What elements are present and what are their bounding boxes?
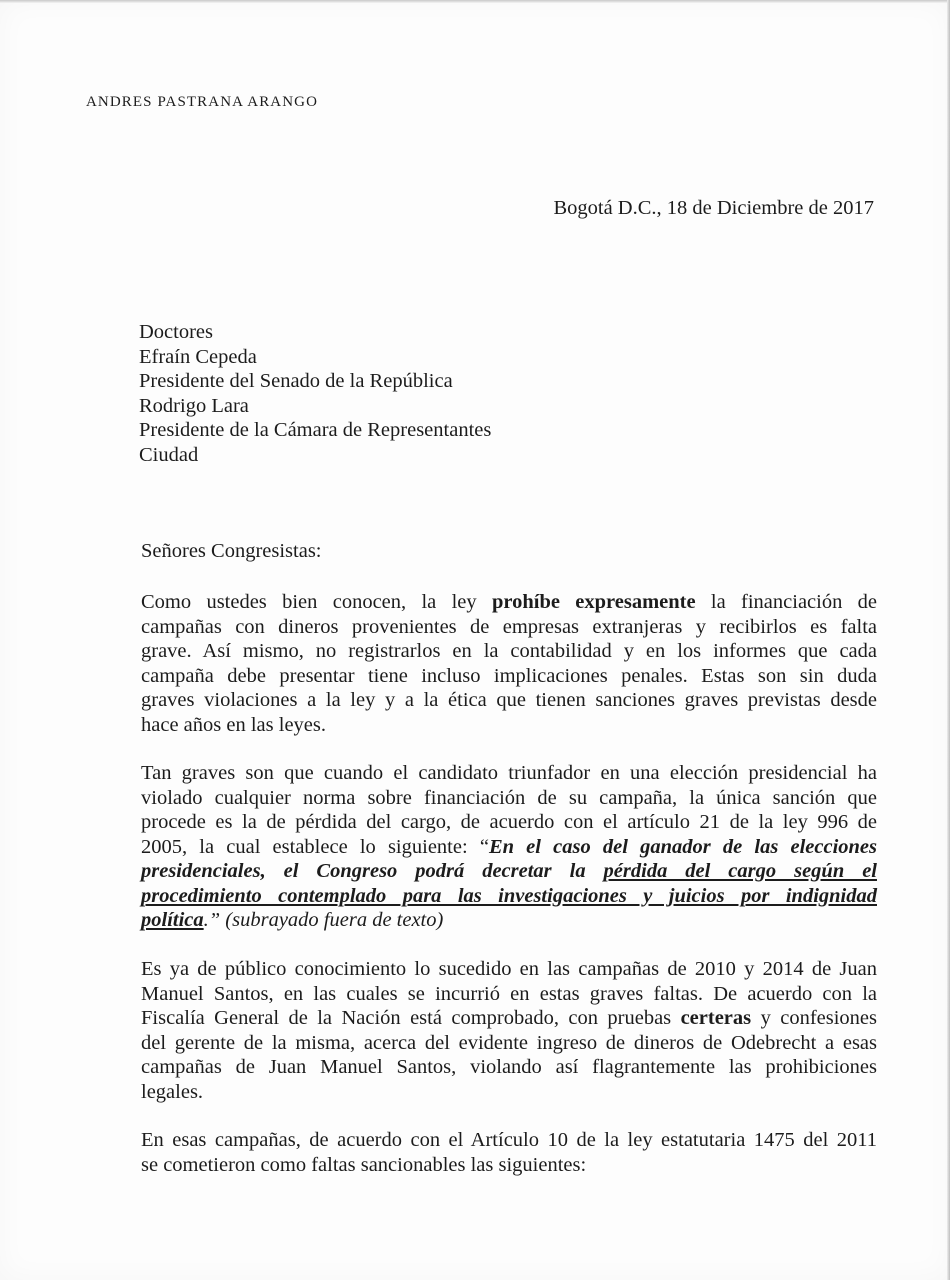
- paragraph-line: [141, 835, 877, 860]
- paragraph-line: [141, 1006, 877, 1031]
- quoted-law-text: En el caso del ganador de las elecciones: [488, 835, 878, 858]
- paragraph-line: Es ya de público conocimiento lo sucedido en las campañas de 2010 y 2014 de Juan: [141, 958, 877, 980]
- paragraph-line: procede es la de pérdida del cargo, de acuerdo con el artículo 21 de la ley 996 de: [141, 811, 877, 833]
- paragraph-line: campañas de Juan Manuel Santos, violando así flagrantemente las prohibiciones: [141, 1056, 877, 1078]
- paragraph-line: violado cualquier norma sobre financiación de su campaña, la única sanción que: [141, 786, 877, 809]
- paragraph-line: En esas campañas, de acuerdo con el Artículo 10 de la ley estatutaria 1475 del 2011: [141, 1129, 877, 1151]
- text-run: 2005, la cual establece lo siguiente: “: [141, 835, 489, 858]
- underlined-law-line: procedimiento contemplado para las investigaciones y juicios por indignidad: [141, 884, 877, 907]
- recipient-line: Efraín Cepeda: [139, 345, 257, 368]
- underlined-law-text: política: [141, 909, 204, 931]
- recipient-line: Ciudad: [139, 443, 199, 466]
- paragraph-1: [141, 590, 877, 737]
- recipient-line: Presidente del Senado de la República: [139, 370, 453, 392]
- salutation: Señores Congresistas:: [141, 540, 322, 562]
- recipient-line: Presidente de la Cámara de Representantes: [139, 419, 492, 441]
- paragraph-line: graves violaciones a la ley y a la ética que tienen sanciones graves previstas desde: [141, 689, 877, 711]
- quoted-law-text: presidenciales, el Congreso podrá decretar la: [141, 860, 586, 882]
- paragraph-line: Tan graves son que cuando el candidato triunfador en una elección presidencial ha: [141, 762, 877, 784]
- paragraph-4: [141, 1128, 877, 1177]
- paragraph-line: grave. Así mismo, no registrarlos en la contabilidad y en los informes que cada: [141, 640, 877, 662]
- recipient-block: [139, 320, 491, 467]
- paragraph-line: hace años en las leyes.: [141, 713, 326, 736]
- text-run: Como ustedes bien conocen, la ley: [141, 591, 477, 613]
- paragraph-line: Manuel Santos, en las cuales se incurrió en estas graves faltas. De acuerdo con la: [141, 982, 877, 1005]
- paragraph-line: [141, 908, 877, 933]
- paragraph-line: campañas con dineros provenientes de empresas extranjeras y recibirlos es falta: [141, 615, 877, 638]
- recipient-line: Rodrigo Lara: [139, 394, 249, 417]
- text-run: Fiscalía General de la Nación está comprobado, con pruebas: [141, 1007, 672, 1029]
- paragraph-line: del gerente de la misma, acerca del evidente ingreso de dineros de Odebrecht a esas: [141, 1031, 877, 1054]
- page-top-edge: [0, 0, 950, 3]
- recipient-line: Doctores: [139, 321, 214, 343]
- text-run: y confesiones: [760, 1007, 878, 1029]
- paragraph-2: [141, 761, 877, 933]
- text-run: la financiación de: [710, 591, 878, 613]
- paragraph-line: [141, 590, 877, 615]
- underlined-law-text: pérdida del cargo según el: [603, 860, 877, 882]
- italic-note: .” (subrayado fuera de texto): [203, 909, 444, 931]
- paragraph-line: campaña debe presentar tiene incluso implicaciones penales. Estas son sin duda: [141, 664, 877, 687]
- paragraph-line: [141, 859, 877, 884]
- paragraph-line: legales.: [141, 1080, 204, 1103]
- letter-date: Bogotá D.C., 18 de Diciembre de 2017: [553, 197, 874, 219]
- paragraph-line: se cometieron como faltas sancionables las siguientes:: [141, 1153, 587, 1176]
- sender-name: ANDRES PASTRANA ARANGO: [86, 94, 319, 110]
- bold-text: prohíbe expresamente: [491, 591, 696, 613]
- paragraph-3: [141, 957, 877, 1104]
- bold-text: certeras: [680, 1007, 752, 1029]
